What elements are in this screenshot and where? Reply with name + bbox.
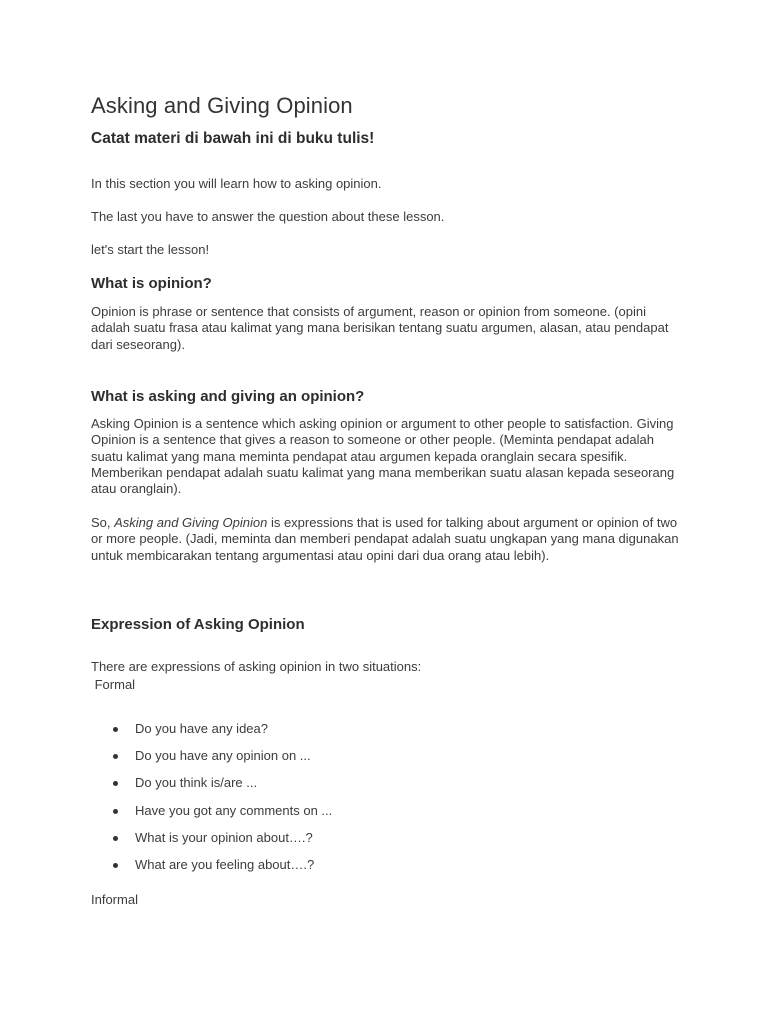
list-item (91, 802, 332, 829)
intro-line-1: In this section you will learn how to asking opinion. (91, 176, 382, 191)
list-item (91, 856, 332, 883)
page-title: Asking and Giving Opinion (91, 93, 353, 118)
summary-italic-term: Asking and Giving Opinion (114, 515, 268, 530)
intro-line-3: let's start the lesson! (91, 242, 210, 257)
informal-label: Informal (91, 892, 138, 907)
list-item (91, 774, 332, 801)
summary-prefix: So, (91, 515, 115, 530)
summary-rest: is expressions that is used for talking about argument or opinion of two or more people. (Jadi, meminta dan memberi pendapat adalah suatu ungkapan yang mana digunakan untuk membicarakan tentang argumentasi atau opini dari dua orang atau lebih). (91, 515, 679, 563)
section-heading-what-is-opinion: What is opinion? (91, 275, 212, 292)
what-is-opinion-body: Opinion is phrase or sentence that consists of argument, reason or opinion from someone. (opini adalah suatu frasa atau kalimat yang mana berisikan tentang suatu argumen, alasan, atau pendapat dari seseorang). (91, 304, 669, 352)
intro-line-2: The last you have to answer the question about these lesson. (91, 209, 445, 224)
asking-giving-summary (91, 515, 683, 564)
list-item (91, 720, 332, 747)
formal-label: Formal (91, 677, 136, 692)
list-item-text: What is your opinion about….? (135, 829, 313, 845)
list-item-text: Do you have any idea? (135, 721, 268, 736)
list-item-text: What are you feeling about….? (135, 856, 315, 872)
bullet-icon (113, 781, 118, 786)
asking-giving-body: Asking Opinion is a sentence which asking opinion or argument to other people to satisfaction. Giving Opinion is a sentence that gives a reason to someone or other people. (Meminta pendapat adalah suatu kalimat yang mana meminta pendapat atau argumen kepada oranglain secara spesifik. Memberikan pendapat adalah suatu kalimat yang mana memberikan suatu alasan kepada seseorang atau oranglain). (91, 416, 675, 497)
list-item (91, 747, 332, 774)
page-subtitle: Catat materi di bawah ini di buku tulis! (91, 130, 375, 147)
section-heading-expression-asking: Expression of Asking Opinion (91, 616, 305, 633)
expression-intro: There are expressions of asking opinion in two situations: (91, 659, 422, 674)
list-item (91, 829, 332, 856)
bullet-icon (113, 727, 118, 732)
bullet-icon (113, 863, 118, 868)
bullet-icon (113, 836, 118, 841)
formal-expressions-list (91, 720, 332, 883)
list-item-text: Do you think is/are ... (135, 775, 258, 791)
list-item-text: Do you have any opinion on ... (135, 748, 311, 764)
bullet-icon (113, 809, 118, 814)
bullet-icon (113, 754, 118, 759)
section-heading-asking-giving: What is asking and giving an opinion? (91, 388, 365, 405)
list-item-text: Have you got any comments on ... (135, 802, 333, 818)
